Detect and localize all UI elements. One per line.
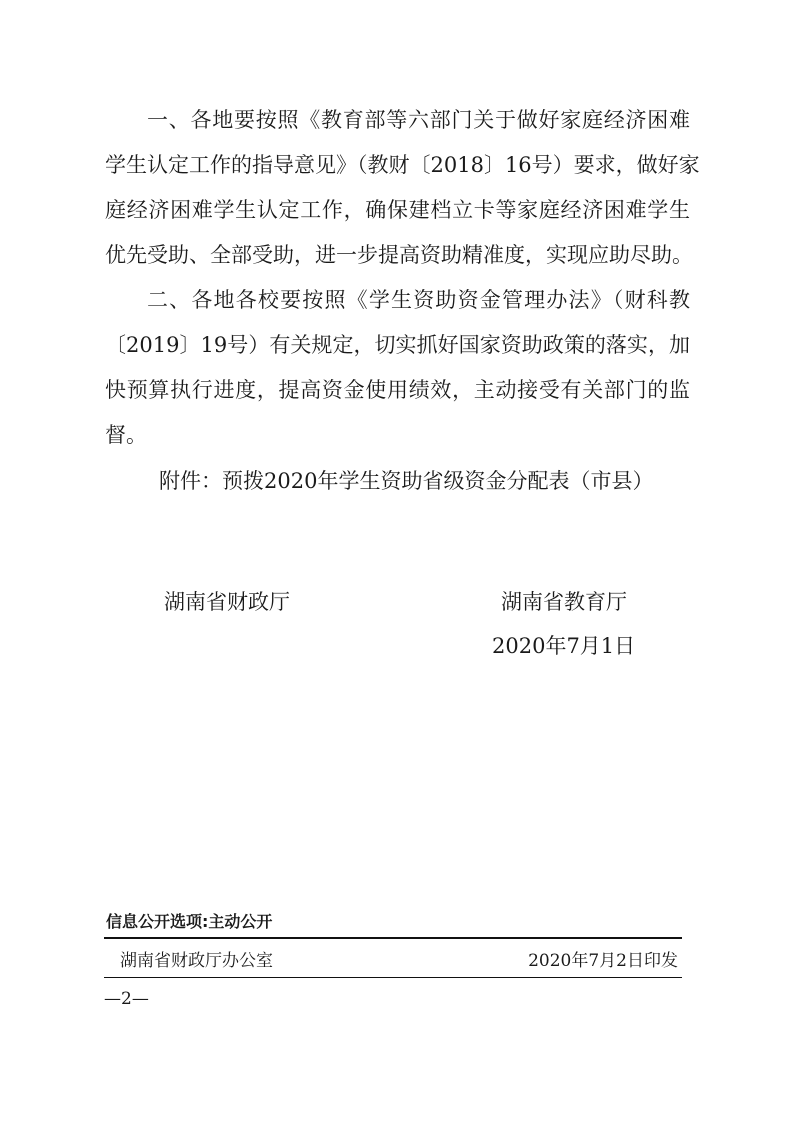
footer-top-rule [104,937,682,939]
paragraph-2-line-3: 快预算执行进度，提高资金使用绩效，主动接受有关部门的监 [105,378,690,402]
paragraph-1-line-1: 一、各地要按照《教育部等六部门关于做好家庭经济困难 [147,108,690,132]
attachment-note: 附件：预拨2020年学生资助省级资金分配表（市县） [159,469,654,493]
print-date: 2020年7月2日印发 [528,951,678,971]
signature-education-dept: 湖南省教育厅 [501,590,627,614]
page-number: —2— [104,989,149,1009]
paragraph-1-line-3: 庭经济困难学生认定工作，确保建档立卡等家庭经济困难学生 [105,198,690,222]
disclosure-option: 信息公开选项:主动公开 [106,912,273,931]
paragraph-1-line-4: 优先受助、全部受助，进一步提高资助精准度，实现应助尽助。 [105,243,693,267]
paragraph-2-line-4: 督。 [105,423,147,447]
paragraph-2-line-2: 〔2019〕19号）有关规定，切实抓好国家资助政策的落实，加 [105,333,690,357]
paragraph-2-line-1: 二、各地各校要按照《学生资助资金管理办法》（财科教 [147,288,690,312]
signature-date: 2020年7月1日 [492,634,636,658]
paragraph-1-line-2: 学生认定工作的指导意见》（教财〔2018〕16号）要求，做好家 [105,153,700,177]
footer-bottom-rule [104,977,682,978]
signature-finance-dept: 湖南省财政厅 [164,590,290,614]
issuing-office: 湖南省财政厅办公室 [120,951,273,971]
